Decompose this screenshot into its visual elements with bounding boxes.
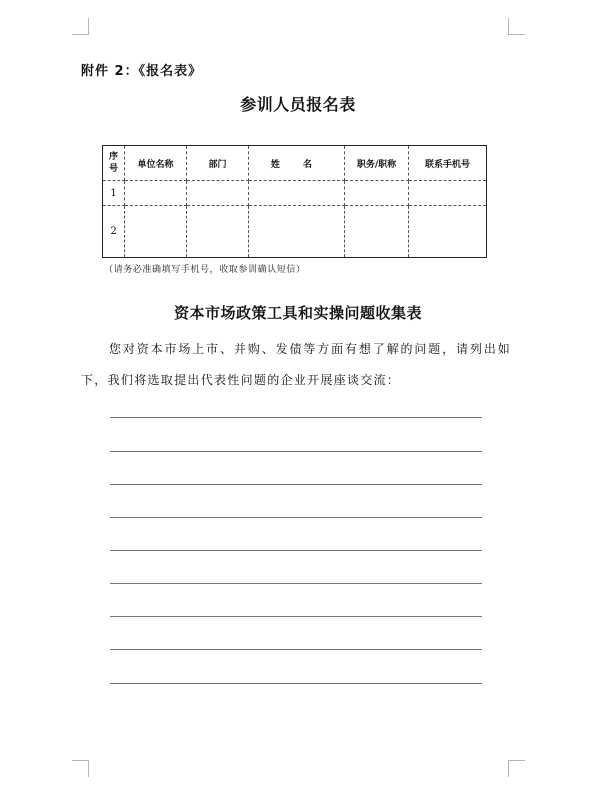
answer-line[interactable]: [110, 550, 482, 551]
survey-title: 资本市场政策工具和实操问题收集表: [173, 304, 422, 322]
cell-position[interactable]: [345, 181, 409, 206]
header-name: 姓 名: [249, 146, 345, 181]
header-position: 职务/职称: [345, 146, 409, 181]
answer-line[interactable]: [110, 683, 482, 684]
attachment-label: 附件 2：《报名表》: [81, 64, 203, 79]
header-unit-name: 单位名称: [125, 146, 187, 181]
row-number: 1: [103, 181, 125, 206]
cell-phone[interactable]: [409, 181, 487, 206]
header-phone: 联系手机号: [409, 146, 487, 181]
header-seq: 序号: [103, 146, 125, 181]
cell-name[interactable]: [249, 206, 345, 258]
answer-line[interactable]: [110, 451, 482, 452]
cell-phone[interactable]: [409, 206, 487, 258]
page-corner-mark-bottom-left: [72, 760, 89, 777]
answer-line[interactable]: [110, 649, 482, 650]
answer-line[interactable]: [110, 484, 482, 485]
answer-line[interactable]: [110, 583, 482, 584]
registration-form-title: 参训人员报名表: [240, 95, 356, 114]
header-department: 部门: [187, 146, 249, 181]
page-corner-mark-top-left: [72, 18, 89, 35]
registration-table: [102, 145, 487, 258]
answer-line[interactable]: [110, 616, 482, 617]
survey-prompt: 您对资本市场上市、并购、发债等方面有想了解的问题，请列出如下，我们将选取提出代表性问题的企业开展座谈交流：: [81, 342, 511, 387]
cell-position[interactable]: [345, 206, 409, 258]
cell-department[interactable]: [187, 206, 249, 258]
table-row: [103, 181, 487, 206]
cell-unit-name[interactable]: [125, 206, 187, 258]
cell-department[interactable]: [187, 181, 249, 206]
row-number: 2: [103, 206, 125, 258]
answer-line[interactable]: [110, 417, 482, 418]
answer-line[interactable]: [110, 517, 482, 518]
table-row: [103, 206, 487, 258]
registration-note: （请务必准确填写手机号，收取参训确认短信）: [104, 265, 306, 275]
page-corner-mark-bottom-right: [508, 760, 525, 777]
page-corner-mark-top-right: [508, 18, 525, 35]
cell-name[interactable]: [249, 181, 345, 206]
table-header-row: [103, 146, 487, 181]
cell-unit-name[interactable]: [125, 181, 187, 206]
